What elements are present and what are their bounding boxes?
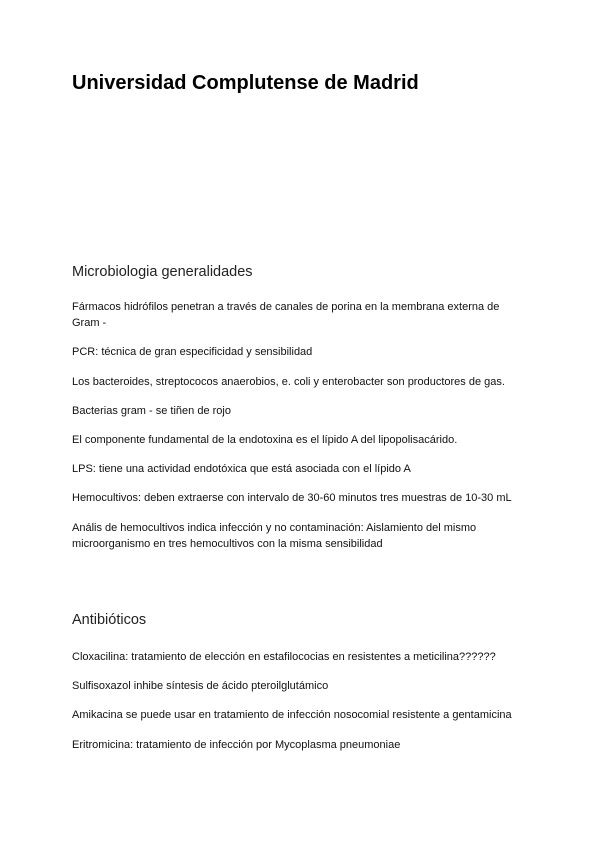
paragraph: Bacterias gram - se tiñen de rojo [72, 405, 231, 417]
paragraph: Amikacina se puede usar en tratamiento de infección nosocomial resistente a gentamicina [72, 709, 512, 721]
paragraph: El componente fundamental de la endotoxina es el lípido A del lipopolisacárido. [72, 434, 458, 446]
paragraph: Anális de hemocultivos indica infección y no contaminación: Aislamiento del mismo microorganismo en tres hemocultivos con la misma sensibilidad [72, 522, 477, 550]
paragraph: LPS: tiene una actividad endotóxica que está asociada con el lípido A [72, 463, 411, 475]
paragraph: Eritromicina: tratamiento de infección por Mycoplasma pneumoniae [72, 739, 401, 751]
paragraph: PCR: técnica de gran especificidad y sensibilidad [72, 346, 313, 358]
paragraph: Cloxacilina: tratamiento de elección en estafilococias en resistentes a meticilina?????? [72, 651, 496, 663]
paragraph: Sulfisoxazol inhibe síntesis de ácido pteroilglutámico [72, 680, 329, 692]
section-heading-antibioticos: Antibióticos [72, 612, 147, 628]
section-heading-microbiologia: Microbiologia generalidades [72, 264, 253, 280]
paragraph: Fármacos hidrófilos penetran a través de canales de porina en la membrana externa de Gram - [72, 301, 500, 329]
page-title: Universidad Complutense de Madrid [72, 72, 419, 94]
paragraph: Los bacteroides, streptococos anaerobios, e. coli y enterobacter son productores de gas. [72, 376, 505, 388]
paragraph: Hemocultivos: deben extraerse con intervalo de 30-60 minutos tres muestras de 10-30 mL [72, 492, 512, 504]
